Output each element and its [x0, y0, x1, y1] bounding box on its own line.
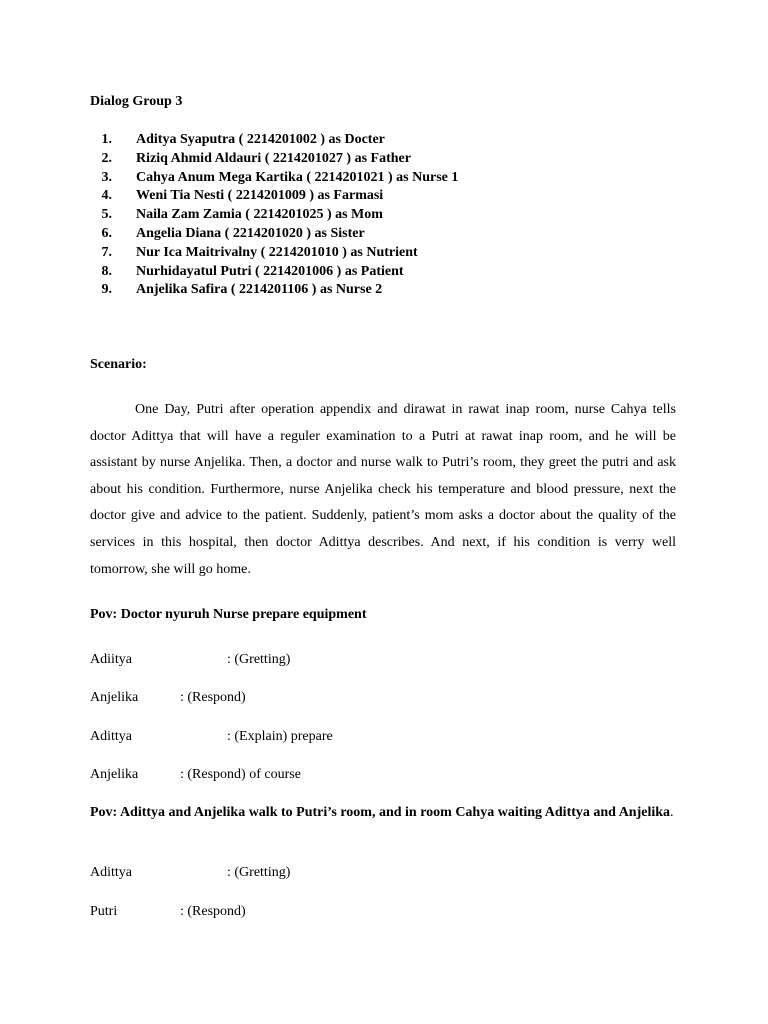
- pov-heading-1: Pov: Doctor nyuruh Nurse prepare equipment: [90, 607, 367, 622]
- speaker-action: : (Respond): [180, 904, 246, 919]
- scenario-heading: Scenario:: [90, 357, 147, 372]
- list-number: 2.: [101, 150, 112, 166]
- speaker-name: Adiitya: [90, 652, 132, 667]
- document-title: Dialog Group 3: [90, 94, 183, 109]
- member-list: [90, 131, 458, 300]
- list-item: [90, 281, 458, 300]
- speaker-action: : (Respond): [180, 690, 246, 705]
- speaker-name: Anjelika: [90, 690, 139, 705]
- speaker-name: Adittya: [90, 729, 132, 744]
- speaker-name: Putri: [90, 904, 118, 919]
- pov-heading-text: Pov: Adittya and Anjelika walk to Putri’s room, and in room Cahya waiting Adittya and Anjelika: [90, 805, 671, 820]
- dialog-line: [90, 651, 291, 669]
- dialog-line: [90, 864, 291, 882]
- speaker-action: : (Respond) of course: [180, 767, 301, 782]
- list-item: [90, 263, 458, 282]
- pov-heading-2: [90, 803, 676, 823]
- pov-heading-period: .: [670, 805, 674, 820]
- member-entry: Angelia Diana ( 2214201020 ) as Sister: [136, 225, 365, 241]
- list-item: [90, 131, 458, 150]
- member-entry: Riziq Ahmid Aldauri ( 2214201027 ) as Father: [136, 150, 411, 166]
- list-number: 4.: [101, 188, 112, 204]
- member-entry: Naila Zam Zamia ( 2214201025 ) as Mom: [136, 207, 383, 223]
- speaker-name: Adittya: [90, 865, 132, 880]
- list-number: 5.: [101, 207, 112, 223]
- speaker-name: Anjelika: [90, 767, 139, 782]
- list-item: [90, 150, 458, 169]
- member-entry: Nur Ica Maitrivalny ( 2214201010 ) as Nutrient: [136, 244, 418, 260]
- scenario-paragraph: One Day, Putri after operation appendix and dirawat in rawat inap room, nurse Cahya tells doctor Adittya that will have a reguler examination to a Putri at rawat inap room, and he will be assistant by nurse Anjelika. Then, a doctor and nurse walk to Putri’s room, they greet the putri and ask about his condition. Furthermore, nurse Anjelika check his temperature and blood pressure, next the doctor give and advice to the patient. Suddenly, patient’s mom asks a doctor about the quality of the services in this hospital, then doctor Adittya describes. And next, if his condition is verry well tomorrow, she will go home.: [90, 402, 676, 577]
- member-entry: Cahya Anum Mega Kartika ( 2214201021 ) as Nurse 1: [136, 169, 459, 185]
- list-number: 6.: [101, 225, 112, 241]
- list-item: [90, 169, 458, 188]
- list-number: 1.: [101, 132, 112, 147]
- list-number: 3.: [101, 169, 112, 185]
- list-number: 8.: [101, 263, 112, 279]
- list-item: [90, 206, 458, 225]
- list-number: 7.: [101, 244, 112, 260]
- dialog-line: [90, 903, 246, 921]
- speaker-action: : (Gretting): [227, 652, 291, 667]
- member-entry: Aditya Syaputra ( 2214201002 ) as Docter: [136, 132, 385, 147]
- member-entry: Anjelika Safira ( 2214201106 ) as Nurse 2: [136, 282, 383, 298]
- member-entry: Weni Tia Nesti ( 2214201009 ) as Farmasi: [136, 188, 384, 204]
- dialog-line: [90, 766, 301, 784]
- list-item: [90, 225, 458, 244]
- list-item: [90, 244, 458, 263]
- speaker-action: : (Explain) prepare: [227, 729, 333, 744]
- speaker-action: : (Gretting): [227, 865, 291, 880]
- list-number: 9.: [101, 282, 112, 298]
- member-entry: Nurhidayatul Putri ( 2214201006 ) as Patient: [136, 263, 404, 279]
- dialog-line: [90, 728, 333, 746]
- list-item: [90, 187, 458, 206]
- dialog-line: [90, 689, 246, 707]
